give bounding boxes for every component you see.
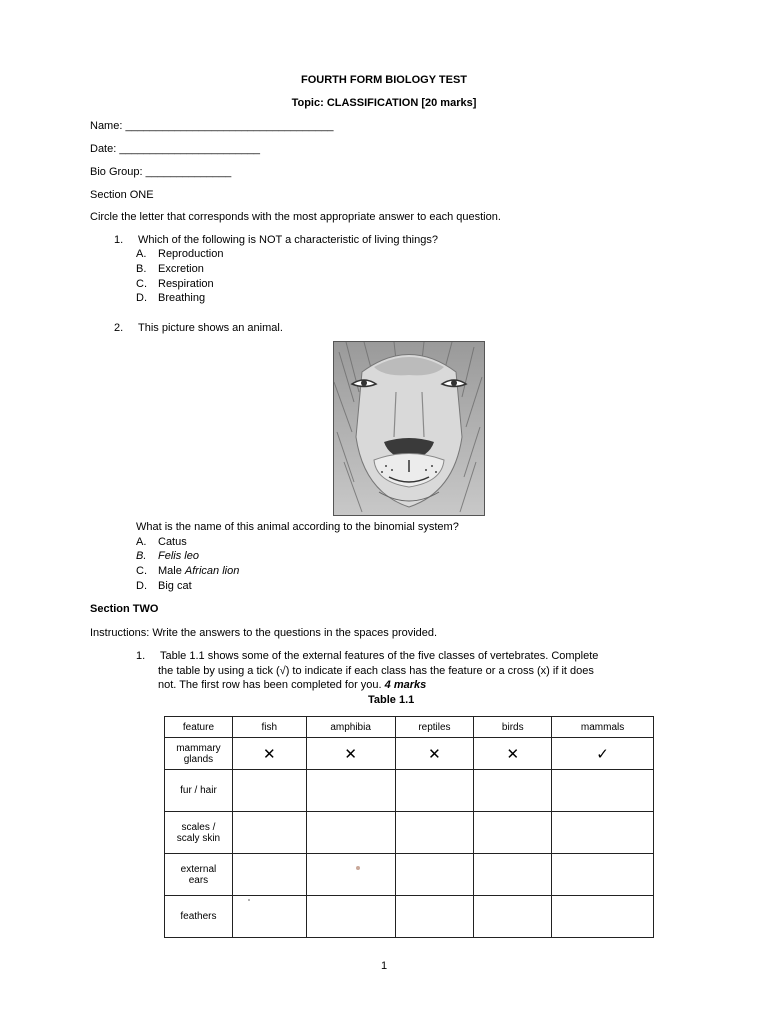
test-title: FOURTH FORM BIOLOGY TEST — [300, 74, 467, 86]
feature-line: ears — [188, 874, 209, 886]
feature-line: scaly skin — [176, 832, 221, 844]
answer-cell[interactable] — [395, 896, 474, 938]
option-text[interactable]: Breathing — [158, 292, 206, 304]
answer-cell[interactable] — [306, 854, 395, 896]
features-table — [164, 716, 654, 938]
page-number: 1 — [380, 960, 388, 972]
answer-cell[interactable] — [474, 854, 552, 896]
lion-picture — [333, 341, 485, 516]
feature-line: glands — [183, 753, 214, 765]
question-line — [158, 678, 426, 692]
question-text: This picture shows an animal. — [138, 322, 283, 334]
answer-cell[interactable]: ✓ — [552, 738, 654, 770]
answer-cell[interactable] — [306, 812, 395, 854]
answer-cell[interactable] — [232, 770, 306, 812]
option-text[interactable] — [158, 564, 239, 578]
answer-cell[interactable] — [306, 770, 395, 812]
answer-cell[interactable] — [232, 854, 306, 896]
answer-cell[interactable]: ✕ — [395, 738, 474, 770]
section-one-heading: Section ONE — [90, 189, 154, 201]
table-row — [165, 854, 654, 896]
option-letter: B. — [136, 263, 147, 275]
feature-cell — [165, 770, 233, 812]
answer-cell[interactable] — [232, 896, 306, 938]
answer-cell[interactable] — [552, 770, 654, 812]
question-line-text: not. The first row has been completed for you. — [158, 679, 382, 691]
feature-cell — [165, 812, 233, 854]
option-text[interactable]: Excretion — [158, 263, 204, 275]
feature-line: mammary — [176, 742, 221, 754]
header-cell: birds — [474, 717, 552, 738]
option-letter: D. — [136, 292, 147, 304]
header-cell: mammals — [552, 717, 654, 738]
feature-line: fur / hair — [180, 785, 217, 796]
option-text[interactable]: Catus — [158, 536, 187, 548]
option-text[interactable]: Big cat — [158, 580, 192, 592]
option-text-italic: African lion — [184, 565, 240, 577]
answer-cell[interactable] — [395, 812, 474, 854]
option-letter: C. — [136, 565, 147, 577]
option-text[interactable]: Felis leo — [158, 550, 199, 562]
section-two-instructions: Instructions: Write the answers to the questions in the spaces provided. — [90, 627, 438, 639]
question-number: 2. — [114, 322, 124, 334]
option-text[interactable]: Reproduction — [158, 248, 224, 260]
question-text: What is the name of this animal according to the binomial system? — [136, 521, 459, 533]
date-field[interactable]: Date: _______________________ — [90, 143, 261, 155]
feature-line: external — [180, 863, 217, 875]
answer-cell[interactable]: ✕ — [306, 738, 395, 770]
scan-speck — [248, 899, 250, 901]
section-two-heading: Section TWO — [90, 603, 159, 615]
section-one-instructions: Circle the letter that corresponds with the most appropriate answer to each question. — [90, 211, 501, 223]
answer-cell[interactable] — [395, 770, 474, 812]
option-text[interactable]: Respiration — [158, 278, 214, 290]
answer-cell[interactable] — [474, 896, 552, 938]
header-cell: amphibia — [306, 717, 395, 738]
answer-cell[interactable] — [306, 896, 395, 938]
option-letter: A. — [136, 536, 147, 548]
question-text: Which of the following is NOT a characteristic of living things? — [138, 234, 438, 246]
table-row — [165, 770, 654, 812]
answer-cell[interactable] — [395, 854, 474, 896]
bio-group-field[interactable]: Bio Group: ______________ — [90, 166, 232, 178]
lion-image — [334, 342, 484, 515]
answer-cell[interactable]: ✕ — [232, 738, 306, 770]
feature-line: feathers — [180, 911, 217, 922]
question-line: Table 1.1 shows some of the external features of the five classes of vertebrates. Complete — [160, 650, 599, 662]
answer-cell[interactable] — [552, 896, 654, 938]
option-text-prefix: Male — [158, 565, 185, 577]
table-header-row — [165, 717, 654, 738]
table-row — [165, 896, 654, 938]
answer-cell[interactable] — [474, 812, 552, 854]
answer-cell[interactable]: ✕ — [474, 738, 552, 770]
feature-line: scales / — [181, 821, 216, 833]
question-number: 1. — [136, 650, 146, 662]
answer-cell[interactable] — [552, 854, 654, 896]
feature-cell — [165, 854, 233, 896]
table-caption: Table 1.1 — [368, 694, 415, 706]
scan-speck — [356, 866, 360, 870]
option-letter: B. — [136, 550, 147, 562]
option-letter: D. — [136, 580, 147, 592]
question-line: the table by using a tick (√) to indicate if each class has the feature or a cross (x) if it does — [158, 665, 594, 677]
test-topic: Topic: CLASSIFICATION [20 marks] — [291, 97, 477, 109]
header-cell: feature — [165, 717, 233, 738]
name-field[interactable]: Name: __________________________________ — [90, 120, 334, 132]
answer-cell[interactable] — [232, 812, 306, 854]
answer-cell[interactable] — [474, 770, 552, 812]
answer-cell[interactable] — [552, 812, 654, 854]
question-number: 1. — [114, 234, 124, 246]
header-cell: fish — [232, 717, 306, 738]
feature-cell — [165, 896, 233, 938]
option-letter: C. — [136, 278, 147, 290]
option-letter: A. — [136, 248, 147, 260]
table-row — [165, 738, 654, 770]
header-cell: reptiles — [395, 717, 474, 738]
feature-cell — [165, 738, 233, 770]
marks-label: 4 marks — [384, 679, 427, 691]
table-row — [165, 812, 654, 854]
